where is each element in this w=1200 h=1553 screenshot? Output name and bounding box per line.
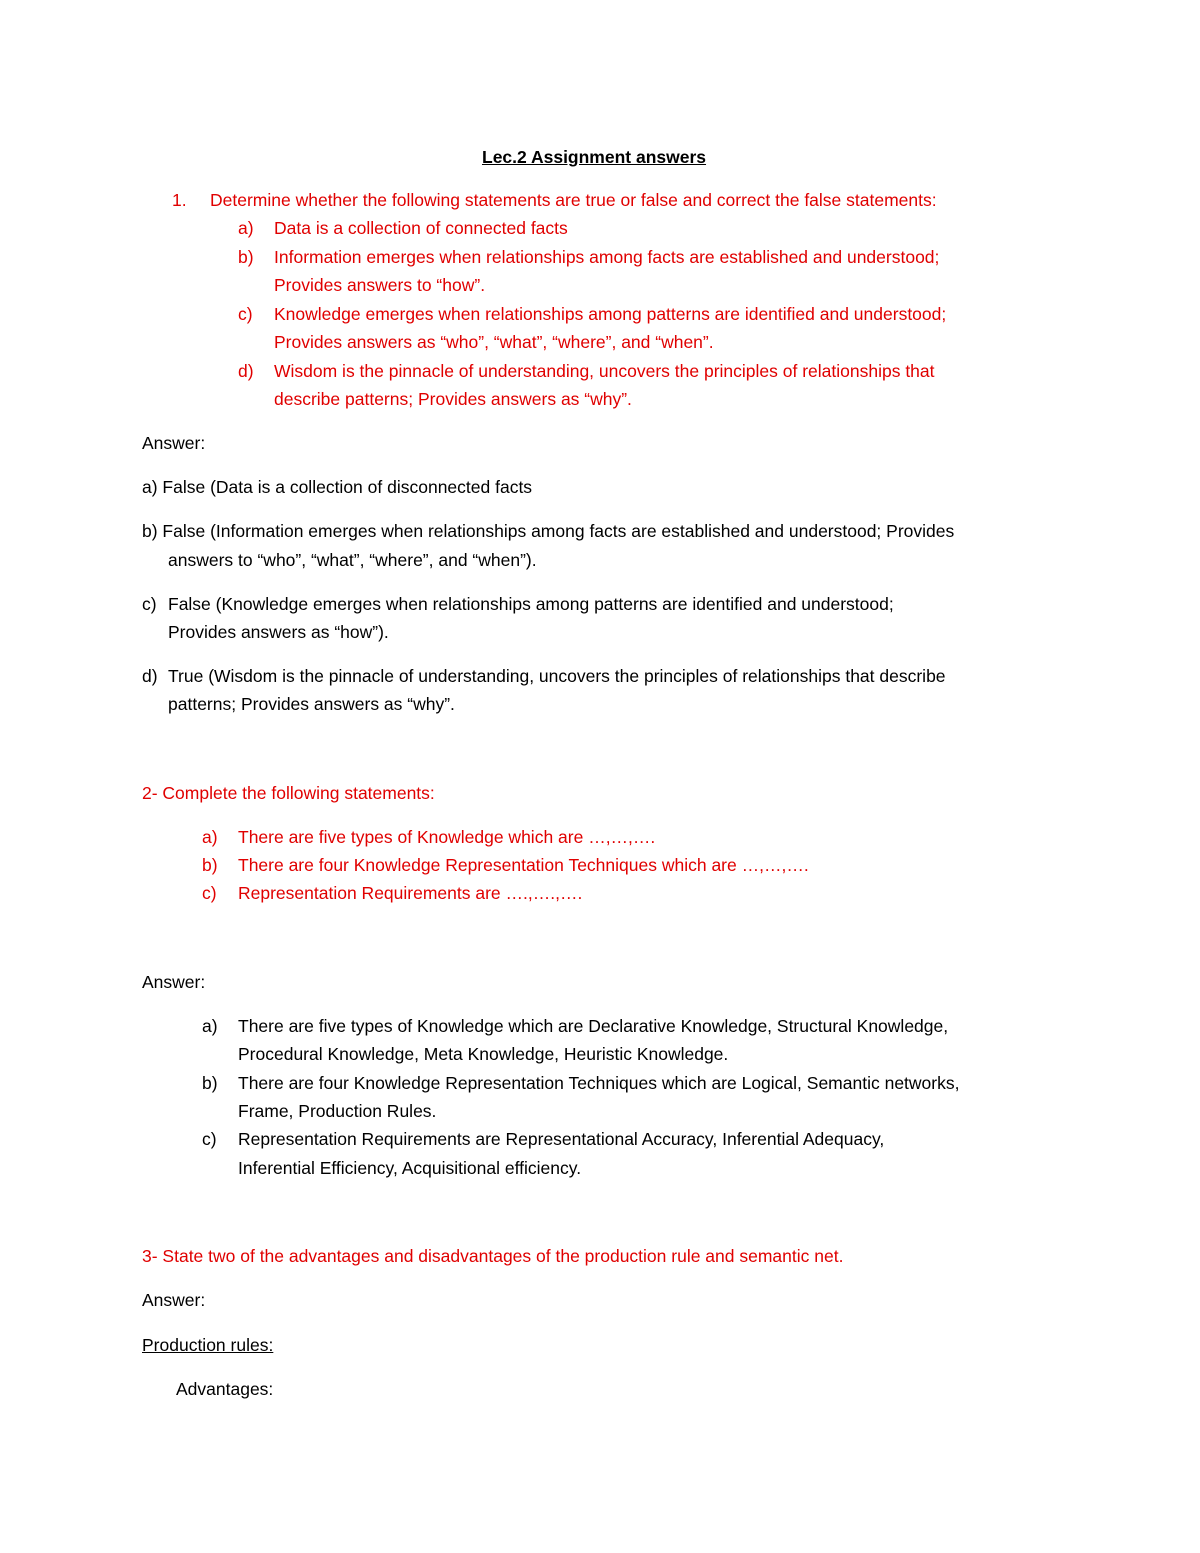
q1-item-a-marker: a) <box>238 218 254 238</box>
production-rules-heading: Production rules: <box>142 1335 274 1355</box>
q2-item-a: There are five types of Knowledge which are …,…,…. <box>238 827 656 847</box>
q2-answer-c-line-2: Inferential Efficiency, Acquisitional efficiency. <box>238 1158 582 1178</box>
q2-answer-c-marker: c) <box>202 1129 217 1149</box>
q1-answer-c-line-1: False (Knowledge emerges when relationships among patterns are identified and understood; <box>168 594 894 614</box>
q2-item-c-marker: c) <box>202 883 217 903</box>
q2-prompt: 2- Complete the following statements: <box>142 783 435 803</box>
q1-item-b-line-1: Information emerges when relationships among facts are established and understood; <box>274 247 940 267</box>
q2-item-a-marker: a) <box>202 827 218 847</box>
q1-item-c-line-1: Knowledge emerges when relationships among patterns are identified and understood; <box>274 304 947 324</box>
q1-answer-c-marker: c) <box>142 594 157 614</box>
q1-answer-d-line-1: True (Wisdom is the pinnacle of understanding, uncovers the principles of relationships that describe <box>168 666 946 686</box>
q2-answer-label: Answer: <box>142 972 206 992</box>
q2-answer-b-line-2: Frame, Production Rules. <box>238 1101 437 1121</box>
q2-answer-c-line-1: Representation Requirements are Representational Accuracy, Inferential Adequacy, <box>238 1129 885 1149</box>
q2-answer-b-marker: b) <box>202 1073 218 1093</box>
q1-answer-d-line-2: patterns; Provides answers as “why”. <box>168 694 455 714</box>
q1-answer-b-line-2: answers to “who”, “what”, “where”, and “when”). <box>168 550 537 570</box>
advantages-label: Advantages: <box>176 1379 274 1399</box>
q1-answer-label: Answer: <box>142 433 206 453</box>
q2-answer-b-line-1: There are four Knowledge Representation Techniques which are Logical, Semantic networks, <box>238 1073 960 1093</box>
q2-item-b-marker: b) <box>202 855 218 875</box>
q1-prompt: Determine whether the following statements are true or false and correct the false statements: <box>210 190 937 210</box>
q1-answer-b-line-1: b) False (Information emerges when relationships among facts are established and understood; Provides <box>142 521 955 541</box>
q1-number: 1. <box>172 190 187 210</box>
q1-answer-a: a) False (Data is a collection of disconnected facts <box>142 477 533 497</box>
q3-answer-label: Answer: <box>142 1290 206 1310</box>
q2-item-c: Representation Requirements are ….,….,…. <box>238 883 583 903</box>
q2-item-b: There are four Knowledge Representation Techniques which are …,…,…. <box>238 855 809 875</box>
q1-item-c-line-2: Provides answers as “who”, “what”, “where”, and “when”. <box>274 332 714 352</box>
q2-answer-a-line-1: There are five types of Knowledge which are Declarative Knowledge, Structural Knowledge, <box>238 1016 949 1036</box>
q1-item-d-marker: d) <box>238 361 254 381</box>
q1-answer-d-marker: d) <box>142 666 158 686</box>
q1-item-c-marker: c) <box>238 304 253 324</box>
page-title: Lec.2 Assignment answers <box>482 147 707 167</box>
q2-answer-a-line-2: Procedural Knowledge, Meta Knowledge, Heuristic Knowledge. <box>238 1044 729 1064</box>
q1-item-b-line-2: Provides answers to “how”. <box>274 275 486 295</box>
q2-answer-a-marker: a) <box>202 1016 218 1036</box>
q1-item-a-line-1: Data is a collection of connected facts <box>274 218 568 238</box>
q1-item-d-line-2: describe patterns; Provides answers as “why”. <box>274 389 632 409</box>
q1-item-b-marker: b) <box>238 247 254 267</box>
q1-answer-c-line-2: Provides answers as “how”). <box>168 622 389 642</box>
q1-item-d-line-1: Wisdom is the pinnacle of understanding, uncovers the principles of relationships that <box>274 361 935 381</box>
q3-prompt: 3- State two of the advantages and disadvantages of the production rule and semantic net. <box>142 1246 844 1266</box>
